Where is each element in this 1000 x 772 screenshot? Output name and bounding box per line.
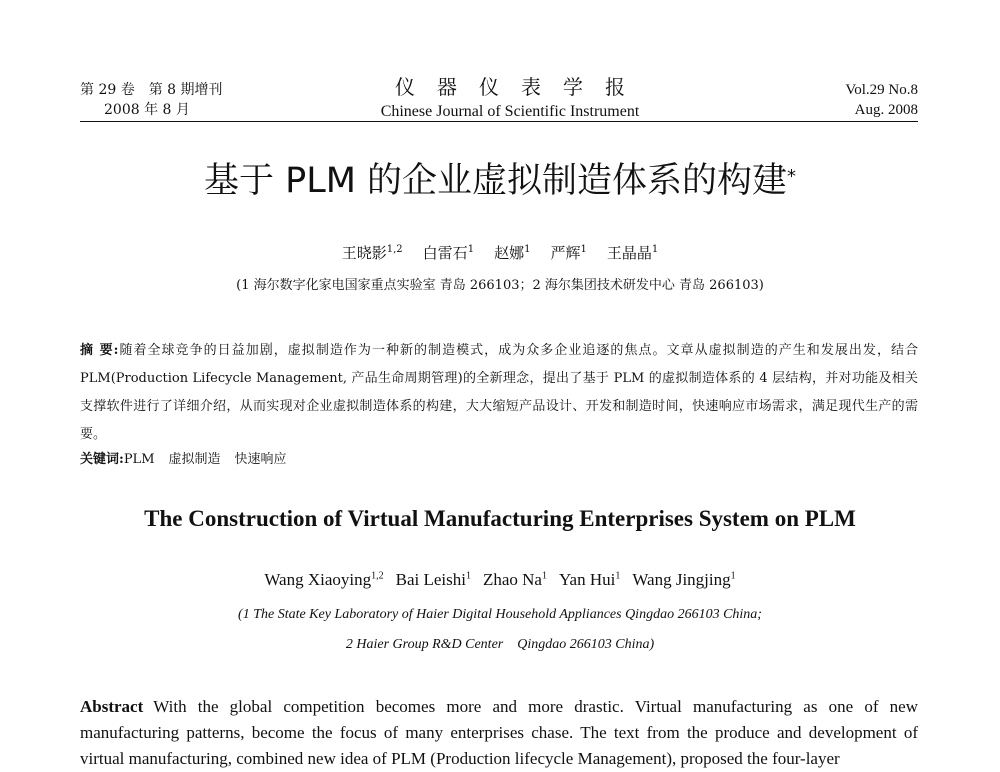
keyword: PLM bbox=[123, 452, 155, 467]
author bbox=[396, 570, 471, 589]
journal-issue-info bbox=[80, 80, 223, 120]
date-en: Aug. 2008 bbox=[854, 102, 918, 118]
author bbox=[607, 244, 658, 262]
author-affiliation-mark: 1 bbox=[615, 570, 621, 581]
author-name: Yan Hui bbox=[558, 569, 616, 589]
keywords-cn-label: 关键词: bbox=[80, 452, 124, 467]
author-affiliation-mark: 1 bbox=[730, 570, 736, 581]
author-name: 严辉 bbox=[550, 244, 581, 262]
author-affiliation-mark: 1 bbox=[541, 570, 547, 581]
volume-issue-cn: 第 29 卷 第 8 期增刊 bbox=[80, 82, 223, 98]
author-affiliation-mark: 1 bbox=[651, 244, 659, 255]
date-cn: 2008 年 8 月 bbox=[104, 102, 190, 118]
author bbox=[264, 570, 383, 589]
author-name: Bai Leishi bbox=[395, 569, 466, 589]
affiliation-en-line2: 2 Haier Group R&D Center Qingdao 266103 China) bbox=[345, 637, 655, 652]
paper-title-cn-text: 基于 PLM 的企业虚拟制造体系的构建 bbox=[203, 161, 788, 201]
author-name: 赵娜 bbox=[494, 244, 525, 262]
author bbox=[423, 244, 474, 262]
author-name: 王晶晶 bbox=[606, 244, 652, 262]
abstract-cn bbox=[80, 337, 918, 449]
author-affiliation-mark: 1 bbox=[465, 570, 471, 581]
author-name: Zhao Na bbox=[482, 569, 542, 589]
keyword: 虚拟制造 bbox=[168, 452, 221, 467]
affiliation-cn: (1 海尔数字化家电国家重点实验室 青岛 266103；2 海尔集团技术研发中心 青岛 266103) bbox=[236, 278, 764, 293]
author-name: 白雷石 bbox=[422, 244, 468, 262]
author-name: 王晓影 bbox=[341, 244, 387, 262]
author-affiliation-mark: 1 bbox=[580, 244, 587, 255]
title-footnote-mark: * bbox=[787, 166, 797, 187]
author bbox=[559, 570, 620, 589]
keywords-cn bbox=[80, 450, 301, 470]
author-affiliation-mark: 1 bbox=[467, 244, 475, 255]
author bbox=[632, 570, 735, 589]
paper-title-cn bbox=[0, 158, 1000, 204]
journal-name bbox=[330, 74, 690, 122]
authors-cn bbox=[0, 240, 1000, 263]
author-affiliation-mark: 1,2 bbox=[386, 244, 403, 255]
author-name: Wang Xiaoying bbox=[264, 569, 372, 589]
affiliation-en-line1: (1 The State Key Laboratory of Haier Digital Household Appliances Qingdao 266103 China; bbox=[238, 607, 762, 622]
author-affiliation-mark: 1 bbox=[524, 244, 531, 255]
affiliation-en bbox=[0, 600, 1000, 660]
keyword: 快速响应 bbox=[234, 452, 287, 467]
journal-name-en: Chinese Journal of Scientific Instrument bbox=[380, 103, 640, 120]
abstract-cn-text: 随着全球竞争的日益加剧，虚拟制造作为一种新的制造模式，成为众多企业追逐的焦点。文章从虚拟制造的产生和发展出发，结合 PLM(Production Lifecycle Management, 产品生命周期管理)的全新理念，提出了基于 PLM 的虚拟制造体系的 4 层结构，并对功能及相关支撑软件进行了详细介绍，从而实现对企业虚拟制造体系的构建，大大缩短产品设计、开发和制造时间，快速响应市场需求，满足现代生产的需要。 bbox=[80, 343, 918, 442]
author bbox=[550, 244, 586, 262]
author bbox=[342, 244, 403, 262]
paper-title-en: The Construction of Virtual Manufacturing Enterprises System on PLM bbox=[144, 506, 856, 531]
abstract-en-label: Abstract bbox=[80, 697, 144, 716]
volume-issue-en: Vol.29 No.8 bbox=[845, 82, 918, 98]
abstract-en bbox=[80, 694, 918, 772]
author-affiliation-mark: 1,2 bbox=[371, 570, 384, 581]
abstract-en-text: With the global competition becomes more and more drastic. Virtual manufacturing as one of new manufacturing patterns, become the focus of many enterprises chase. The text from the produce and development of virtual manufacturing, combined new idea of PLM (Production lifecycle Management), proposed the four-layer bbox=[80, 697, 918, 768]
journal-issue-info-en bbox=[845, 80, 918, 120]
author-name: Wang Jingjing bbox=[632, 569, 731, 589]
authors-en bbox=[0, 565, 1000, 591]
header-rule bbox=[80, 121, 918, 122]
abstract-cn-label: 摘 要: bbox=[80, 343, 119, 358]
author bbox=[483, 570, 547, 589]
journal-name-cn: 仪器仪表学报 bbox=[395, 75, 647, 99]
author bbox=[494, 244, 530, 262]
